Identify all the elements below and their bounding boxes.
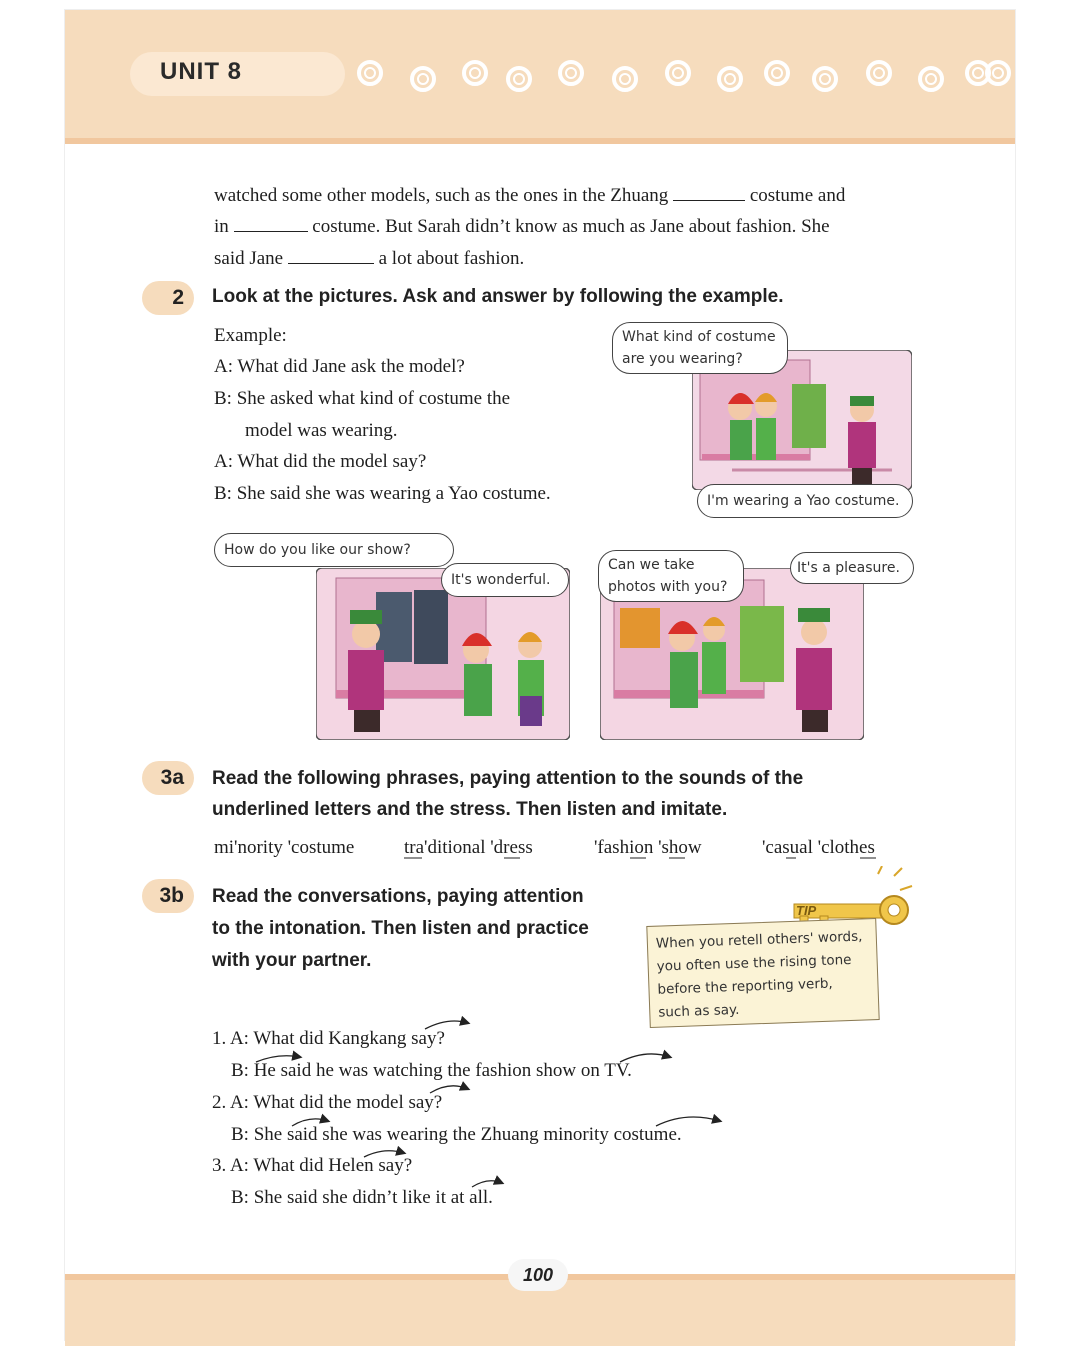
section-3b-instruction: with your partner. <box>212 950 372 971</box>
phrase: mi'nority 'costume <box>214 837 355 858</box>
conversation-line: B: She said she was wearing the Zhuang minority costume. <box>231 1124 682 1145</box>
conversation-line: B: He said he was watching the fashion show on TV. <box>231 1060 632 1081</box>
tip-box: When you retell others' words, you often use the rising tone before the reporting verb, such as say. <box>646 918 879 1028</box>
intonation-arrows <box>200 1015 760 1205</box>
blank-2 <box>234 215 308 232</box>
speech-bubble: It's a pleasure. <box>790 552 914 584</box>
intro-line-3: said Jane a lot about fashion. <box>214 248 525 269</box>
tip-label: TIP <box>796 903 817 918</box>
conversation-line: B: She said she didn’t like it at all. <box>231 1187 493 1208</box>
section-3a-instruction: underlined letters and the stress. Then listen and imitate. <box>212 799 728 820</box>
blank-3 <box>288 247 374 264</box>
example-label: Example: <box>214 325 287 346</box>
example-line: model was wearing. <box>245 420 398 441</box>
speech-bubble: What kind of costume are you wearing? <box>612 322 788 374</box>
speech-bubble: It's wonderful. <box>441 563 569 597</box>
example-line: B: She asked what kind of costume the <box>214 388 511 409</box>
blank-1 <box>673 184 745 201</box>
conversation-line: 3. A: What did Helen say? <box>212 1155 413 1176</box>
page-number: 100 <box>508 1259 568 1291</box>
section-2-badge: 2 <box>142 281 194 315</box>
section-3b-badge: 3b <box>142 879 194 913</box>
example-line: A: What did the model say? <box>214 451 427 472</box>
conversation-line: 2. A: What did the model say? <box>212 1092 443 1113</box>
section-2-instruction: Look at the pictures. Ask and answer by following the example. <box>212 286 784 307</box>
phrase: 'fashion 'show <box>594 837 702 858</box>
phrase-underlines <box>400 856 900 862</box>
speech-bubble: Can we take photos with you? <box>598 550 744 602</box>
example-line: A: What did Jane ask the model? <box>214 356 465 377</box>
speech-bubble: I'm wearing a Yao costume. <box>697 484 913 518</box>
phrase: 'casual 'clothes <box>762 837 875 858</box>
conversation-line: 1. A: What did Kangkang say? <box>212 1028 445 1049</box>
section-3b-instruction: to the intonation. Then listen and practice <box>212 918 589 939</box>
section-3a-badge: 3a <box>142 761 194 795</box>
phrase: tra'ditional 'dress <box>404 837 533 858</box>
section-3a-instruction: Read the following phrases, paying attention to the sounds of the <box>212 768 804 789</box>
example-line: B: She said she was wearing a Yao costume. <box>214 483 551 504</box>
unit-title: UNIT 8 <box>160 58 243 85</box>
intro-line-2: in costume. But Sarah didn’t know as much as Jane about fashion. She <box>214 216 830 237</box>
intro-line-1: watched some other models, such as the ones in the Zhuang costume and <box>214 185 846 206</box>
speech-bubble: How do you like our show? <box>214 533 454 567</box>
section-3b-instruction: Read the conversations, paying attention <box>212 886 584 907</box>
